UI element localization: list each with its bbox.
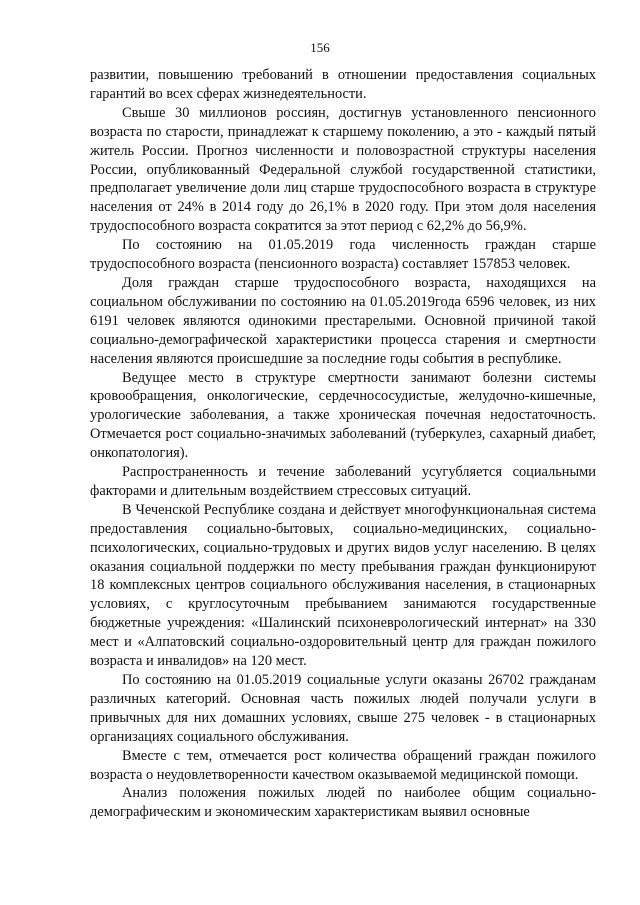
paragraph: Ведущее место в структуре смертности занимают болезни системы кровообращения, онкологические, сердечнососудистые, желудочно-кишечные, урологические заболевания, а также хроническая почечная недостаточность. Отмечается рост социально-значимых заболеваний (туберкулез, сахарный диабет, онкопатология). (90, 369, 596, 462)
document-body (90, 66, 596, 822)
paragraph: Анализ положения пожилых людей по наиболее общим социально-демографическим и экономическим характеристикам выявил основные (90, 785, 596, 821)
paragraph: Вместе с тем, отмечается рост количества обращений граждан пожилого возраста о неудовлетворенности качеством оказываемой медицинской помощи. (90, 747, 596, 783)
paragraph-continuation: развитии, повышению требований в отношении предоставления социальных гарантий во всех сферах жизнедеятельности. (90, 67, 596, 102)
page-number: 156 (310, 40, 330, 55)
paragraph: По состоянию на 01.05.2019 года численность граждан старше трудоспособного возраста (пенсионного возраста) составляет 157853 человек. (90, 237, 596, 273)
paragraph: Свыше 30 миллионов россиян, достигнув установленного пенсионного возраста по старости, принадлежат к старшему поколению, а это - каждый пятый житель России. Прогноз численности и половозрастной структуры населения России, опубликованный Федеральной службой государственной статистики, предполагает увеличение доли лиц старше трудоспособного возраста в структуре населения от 24% в 2014 году до 26,1% в 2020 году. При этом доля населения трудоспособного возраста сократится за этот период с 62,2% до 56,9%. (90, 104, 596, 235)
paragraph: По состоянию на 01.05.2019 социальные услуги оказаны 26702 гражданам различных категорий. Основная часть пожилых людей получали услуги в привычных для них домашних условиях, свыше 275 человек - в стационарных организациях социального обслуживания. (90, 672, 596, 745)
paragraph: Распространенность и течение заболеваний усугубляется социальными факторами и длительным воздействием стрессовых ситуаций. (90, 464, 596, 499)
paragraph: Доля граждан старше трудоспособного возраста, находящихся на социальном обслуживании по состоянию на 01.05.2019года 6596 человек, из них 6191 человек являются одинокими престарелыми. Основной причиной такой социально-демографической характеристики процесса старения и смертности населения являются происшедшие за последние годы события в республике. (90, 274, 596, 367)
paragraph: В Чеченской Республике создана и действует многофункциональная система предоставления социально-бытовых, социально-медицинских, социально-психологических, социально-трудовых и других видов услуг населению. В целях оказания социальной поддержки по месту пребывания граждан функционируют 18 комплексных центров социального обслуживания населения, в стационарных условиях, с круглосуточным пребыванием занимаются государственные бюджетные учреждения: «Шалинский психоневрологический интернат» на 330 мест и «Алпатовский социально-оздоровительный центр для граждан пожилого возраста и инвалидов» на 120 мест. (90, 501, 596, 670)
